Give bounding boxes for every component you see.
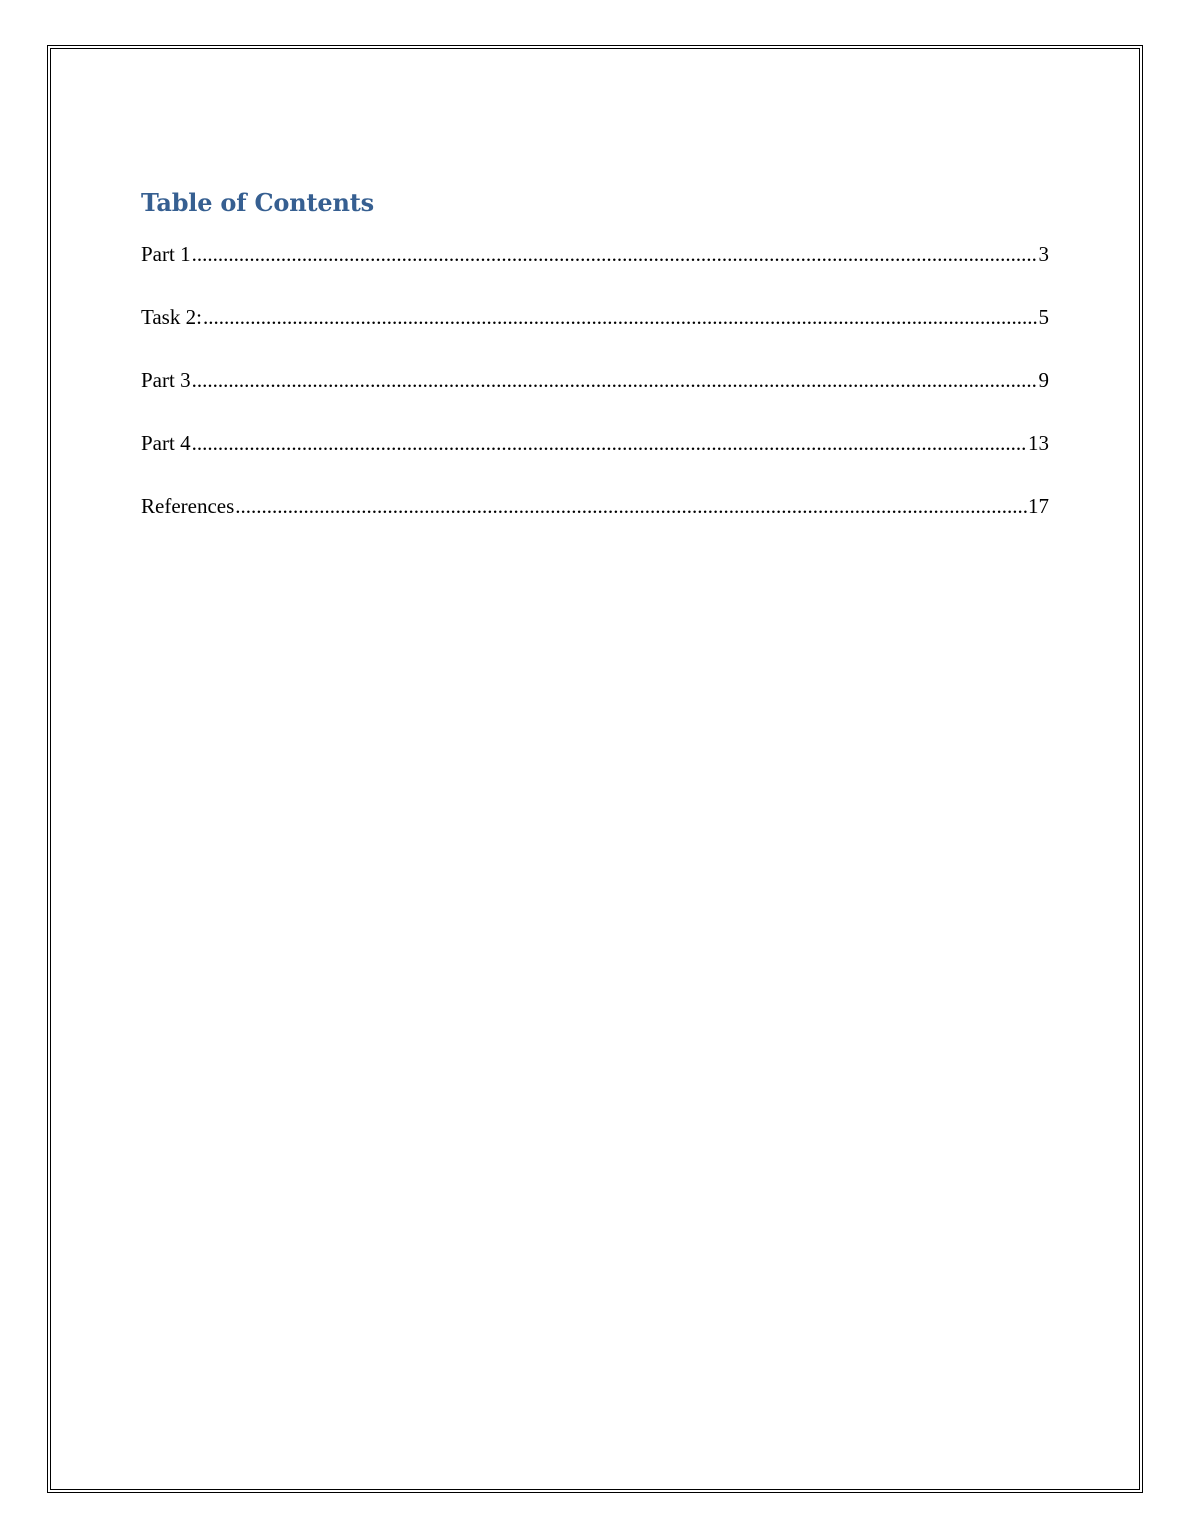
toc-entry-part-4[interactable]	[141, 430, 1049, 493]
toc-dot-leader	[203, 304, 1038, 330]
toc-entry-part-3[interactable]	[141, 367, 1049, 430]
toc-entry-part-1[interactable]	[141, 241, 1049, 304]
toc-entry-title: References	[141, 494, 235, 518]
toc-entry-page: 3	[1038, 242, 1049, 266]
toc-entry-references[interactable]	[141, 493, 1049, 556]
toc-entry-title: Task 2:	[141, 305, 202, 329]
toc-entry-page: 17	[1028, 494, 1049, 518]
toc-dot-leader	[192, 241, 1038, 267]
toc-entry-title: Part 1	[141, 242, 191, 266]
toc-entry-page: 9	[1038, 368, 1049, 392]
toc-dot-leader	[192, 367, 1038, 393]
toc-dot-leader	[192, 430, 1027, 456]
toc-entry-task-2[interactable]	[141, 304, 1049, 367]
toc-entry-title: Part 4	[141, 431, 191, 455]
toc-heading: Table of Contents	[141, 188, 374, 217]
toc-entry-page: 13	[1028, 431, 1049, 455]
document-content	[141, 183, 1049, 556]
toc-entry-title: Part 3	[141, 368, 191, 392]
toc-entry-page: 5	[1038, 305, 1049, 329]
toc-list	[141, 241, 1049, 556]
toc-dot-leader	[235, 493, 1027, 519]
